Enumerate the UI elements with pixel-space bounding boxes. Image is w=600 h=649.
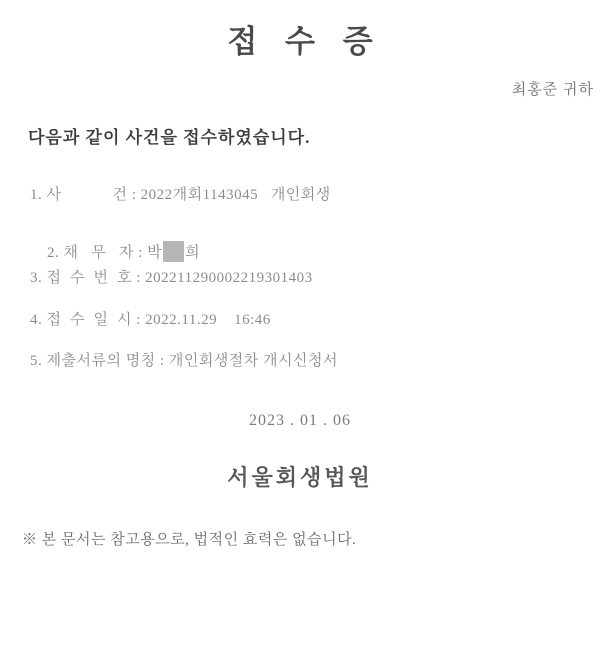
submitted-document-line: 5. 제출서류의 명칭 : 개인회생절차 개시신청서 [30, 353, 338, 369]
disclaimer-note: ※ 본 문서는 참고용으로, 법적인 효력은 없습니다. [22, 532, 357, 548]
case-number-line: 1. 사 건 : 2022개회1143045 개인회생 [30, 187, 331, 203]
receipt-datetime-line: 4. 접 수 일 시 : 2022.11.29 16:46 [30, 312, 271, 328]
court-name: 서울회생법원 [227, 465, 373, 490]
receipt-number-line: 3. 접 수 번 호 : 202211290002219301403 [30, 270, 313, 286]
issue-date: 2023 . 01 . 06 [249, 412, 351, 429]
document-title: 접 수 증 [227, 24, 383, 59]
intro-sentence: 다음과 같이 사건을 접수하였습니다. [28, 128, 311, 147]
debtor-line-prefix: 2. 채 무 자 : 박 [47, 245, 163, 261]
redaction-box [163, 241, 184, 262]
debtor-line-suffix: 희 [185, 245, 201, 261]
recipient-line: 최홍준 귀하 [511, 82, 594, 98]
